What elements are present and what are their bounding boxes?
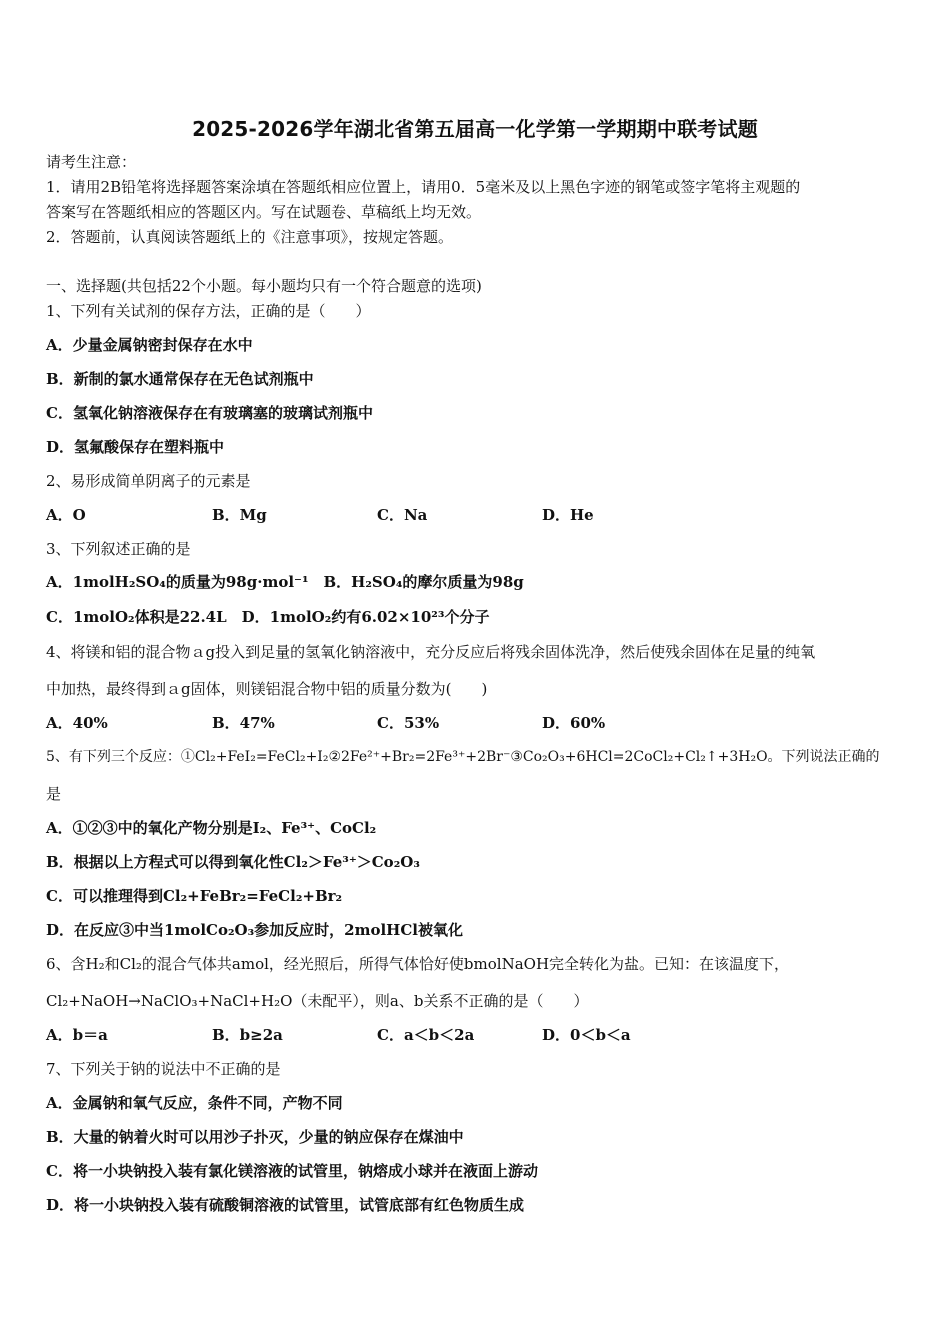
question-1-stem: 1、下列有关试剂的保存方法，正确的是（ ）	[46, 302, 371, 320]
question-2-option-d: D．He	[542, 506, 594, 524]
question-3-stem: 3、下列叙述正确的是	[46, 540, 191, 558]
question-4-option-c: C．53%	[377, 714, 440, 732]
question-7-option-b: B．大量的钠着火时可以用沙子扑灭，少量的钠应保存在煤油中	[46, 1128, 464, 1146]
page-title: 2025-2026学年湖北省第五届高一化学第一学期期中联考试题	[192, 117, 758, 141]
section-heading: 一、选择题(共包括22个小题。每小题均只有一个符合题意的选项)	[46, 277, 482, 295]
question-6-option-b: B．b≥2a	[212, 1026, 283, 1044]
question-4-option-a: A．40%	[46, 714, 108, 732]
question-4-stem-line-1: 4、将镁和铝的混合物ａg投入到足量的氢氧化钠溶液中，充分反应后将残余固体洗净，然后使残余固体在足量的纯氧	[46, 643, 816, 661]
question-2-option-b: B．Mg	[212, 506, 267, 524]
question-1-option-d: D．氢氟酸保存在塑料瓶中	[46, 438, 225, 456]
question-6-option-a: A．b＝a	[46, 1026, 108, 1044]
notice-item-1-line-2: 答案写在答题纸相应的答题区内。写在试题卷、草稿纸上均无效。	[46, 203, 482, 221]
question-4-option-b: B．47%	[212, 714, 275, 732]
question-4-option-d: D．60%	[542, 714, 606, 732]
question-1-option-c: C．氢氧化钠溶液保存在有玻璃塞的玻璃试剂瓶中	[46, 404, 373, 422]
question-7-option-c: C．将一小块钠投入装有氯化镁溶液的试管里，钠熔成小球并在液面上游动	[46, 1162, 538, 1180]
question-5-option-a: A．①②③中的氧化产物分别是I₂、Fe³⁺、CoCl₂	[46, 819, 377, 837]
question-5-option-d: D．在反应③中当1molCo₂O₃参加反应时，2molHCl被氧化	[46, 921, 463, 939]
question-7-option-d: D．将一小块钠投入装有硫酸铜溶液的试管里，试管底部有红色物质生成	[46, 1196, 525, 1214]
question-4-stem-line-2: 中加热，最终得到ａg固体，则镁铝混合物中铝的质量分数为( )	[46, 680, 488, 698]
question-6-stem-line-2: Cl₂+NaOH→NaClO₃+NaCl+H₂O（未配平），则a、b关系不正确的是（ ）	[46, 992, 589, 1010]
question-2-option-a: A．O	[46, 506, 86, 524]
question-2-stem: 2、易形成简单阴离子的元素是	[46, 472, 251, 490]
notice-heading: 请考生注意：	[46, 153, 137, 171]
question-5-option-c: C．可以推理得到Cl₂+FeBr₂=FeCl₂+Br₂	[46, 887, 343, 905]
question-6-stem-line-1: 6、含H₂和Cl₂的混合气体共amol，经光照后，所得气体恰好使bmolNaOH完全转化为盐。已知：在该温度下，	[46, 955, 790, 973]
question-5-option-b: B．根据以上方程式可以得到氧化性Cl₂＞Fe³⁺＞Co₂O₃	[46, 853, 420, 871]
question-2-option-c: C．Na	[377, 506, 428, 524]
question-5-stem-line-2: 是	[46, 785, 62, 803]
question-1-option-b: B．新制的氯水通常保存在无色试剂瓶中	[46, 370, 314, 388]
question-1-option-a: A．少量金属钠密封保存在水中	[46, 336, 253, 354]
question-3-options-cd: C．1molO₂体积是22.4L D．1molO₂约有6.02×10²³个分子	[46, 608, 490, 626]
question-6-option-c: C．a＜b＜2a	[377, 1026, 475, 1044]
question-7-stem: 7、下列关于钠的说法中不正确的是	[46, 1060, 281, 1078]
question-6-option-d: D．0＜b＜a	[542, 1026, 631, 1044]
notice-item-2: 2．答题前，认真阅读答题纸上的《注意事项》，按规定答题。	[46, 228, 454, 246]
question-7-option-a: A．金属钠和氧气反应，条件不同，产物不同	[46, 1094, 343, 1112]
question-3-options-ab: A．1molH₂SO₄的质量为98g·mol⁻¹ B．H₂SO₄的摩尔质量为98g	[46, 573, 524, 591]
notice-item-1-line-1: 1．请用2B铅笔将选择题答案涂填在答题纸相应位置上，请用0．5毫米及以上黑色字迹的钢笔或签字笔将主观题的	[46, 178, 801, 196]
question-5-stem-line-1: 5、有下列三个反应：①Cl₂+FeI₂=FeCl₂+I₂②2Fe²⁺+Br₂=2Fe³⁺+2Br⁻③Co₂O₃+6HCl=2CoCl₂+Cl₂↑+3H₂O。下列说法正确的	[46, 749, 880, 765]
